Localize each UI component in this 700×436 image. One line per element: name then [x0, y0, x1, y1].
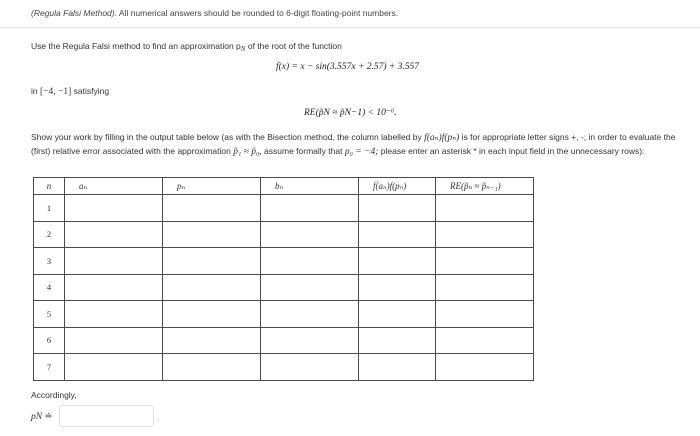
input-b-6[interactable]	[261, 327, 359, 354]
row-index: 6	[34, 327, 65, 354]
input-re-1[interactable]	[436, 195, 534, 222]
row-index: 7	[34, 354, 65, 381]
answer-dot: .	[157, 413, 160, 422]
input-a-3[interactable]	[65, 248, 163, 275]
input-p-7[interactable]	[163, 354, 261, 381]
instructions-part2: is for appropriate letter signs +, -; in order to evaluate the (first) relative error associated with the approximation	[31, 132, 676, 156]
input-b-3[interactable]	[261, 248, 359, 275]
table-row	[34, 327, 534, 354]
input-sign-1[interactable]	[359, 195, 436, 222]
row-index: 3	[34, 248, 65, 275]
table-row	[34, 274, 534, 301]
input-re-2[interactable]	[436, 221, 534, 248]
divider	[0, 27, 700, 28]
input-sign-4[interactable]	[359, 274, 436, 301]
input-sign-2[interactable]	[359, 221, 436, 248]
intro-part1: Use the Regula Falsi method to find an approximation p	[31, 41, 241, 51]
row-index: 4	[34, 274, 65, 301]
input-p-1[interactable]	[163, 195, 261, 222]
instructions-math3: p₀ = −4;	[344, 147, 379, 157]
interval-suffix: satisfying	[73, 86, 110, 96]
input-p-4[interactable]	[163, 274, 261, 301]
col-header-n: n	[34, 178, 65, 195]
accordingly-label: Accordingly,	[31, 390, 77, 400]
instructions-part4: please enter an asterisk * in each input field in the unnecessary rows):	[380, 146, 645, 156]
stopping-condition: RE(p̃N ≈ p̃N−1) < 10⁻⁶.	[304, 108, 397, 118]
col-header-sign: f(aₙ)f(pₙ)	[359, 178, 436, 195]
input-sign-6[interactable]	[359, 327, 436, 354]
instructions-part3: assume formally that	[264, 146, 343, 156]
col-header-b: bₙ	[261, 178, 359, 195]
input-sign-7[interactable]	[359, 354, 436, 381]
col-header-a: aₙ	[65, 178, 163, 195]
function-formula: f(x) = x − sin(3.557x + 2.57) + 3.557	[276, 62, 420, 72]
input-re-4[interactable]	[436, 274, 534, 301]
table-row	[34, 221, 534, 248]
intro-subscript: N	[240, 45, 246, 53]
method-label: (Regula Falsi Method).	[31, 8, 117, 18]
table-row	[34, 248, 534, 275]
input-p-3[interactable]	[163, 248, 261, 275]
input-re-3[interactable]	[436, 248, 534, 275]
intro-text	[31, 41, 342, 53]
pn-label: pN ≐	[31, 412, 53, 422]
input-a-1[interactable]	[65, 195, 163, 222]
table-row	[34, 354, 534, 381]
interval-prefix: in	[31, 86, 38, 96]
interval-value: [−4, −1]	[40, 87, 72, 97]
input-re-5[interactable]	[436, 301, 534, 328]
input-a-2[interactable]	[65, 221, 163, 248]
input-b-2[interactable]	[261, 221, 359, 248]
row-index: 2	[34, 221, 65, 248]
input-p-5[interactable]	[163, 301, 261, 328]
instructions-math2: p̃₁ ≈ p̃₀,	[233, 147, 262, 157]
col-header-re: RE(p̃ₙ ≈ p̃ₙ₋₁)	[436, 178, 534, 195]
intro-part2: of the root of the function	[247, 41, 342, 51]
col-header-p: pₙ	[163, 178, 261, 195]
instructions	[31, 131, 695, 159]
row-index: 1	[34, 195, 65, 222]
input-b-1[interactable]	[261, 195, 359, 222]
work-table	[33, 177, 534, 381]
input-re-6[interactable]	[436, 327, 534, 354]
input-b-7[interactable]	[261, 354, 359, 381]
instructions-part1: Show your work by filling in the output table below (as with the Bisection method, the column labelled by	[31, 132, 422, 142]
input-p-6[interactable]	[163, 327, 261, 354]
input-b-5[interactable]	[261, 301, 359, 328]
pn-answer-input[interactable]	[59, 405, 154, 427]
row-index: 5	[34, 301, 65, 328]
input-b-4[interactable]	[261, 274, 359, 301]
table-row	[34, 195, 534, 222]
input-a-5[interactable]	[65, 301, 163, 328]
instructions-math1: f(aₙ)f(pₙ)	[424, 133, 460, 143]
input-sign-5[interactable]	[359, 301, 436, 328]
input-p-2[interactable]	[163, 221, 261, 248]
table-row	[34, 301, 534, 328]
input-sign-3[interactable]	[359, 248, 436, 275]
rounding-note: All numerical answers should be rounded to 6-digit floating-point numbers.	[118, 8, 399, 18]
input-re-7[interactable]	[436, 354, 534, 381]
input-a-6[interactable]	[65, 327, 163, 354]
interval-line	[31, 86, 109, 97]
input-a-7[interactable]	[65, 354, 163, 381]
table-header-row	[34, 178, 534, 195]
input-a-4[interactable]	[65, 274, 163, 301]
question-note	[31, 8, 398, 18]
